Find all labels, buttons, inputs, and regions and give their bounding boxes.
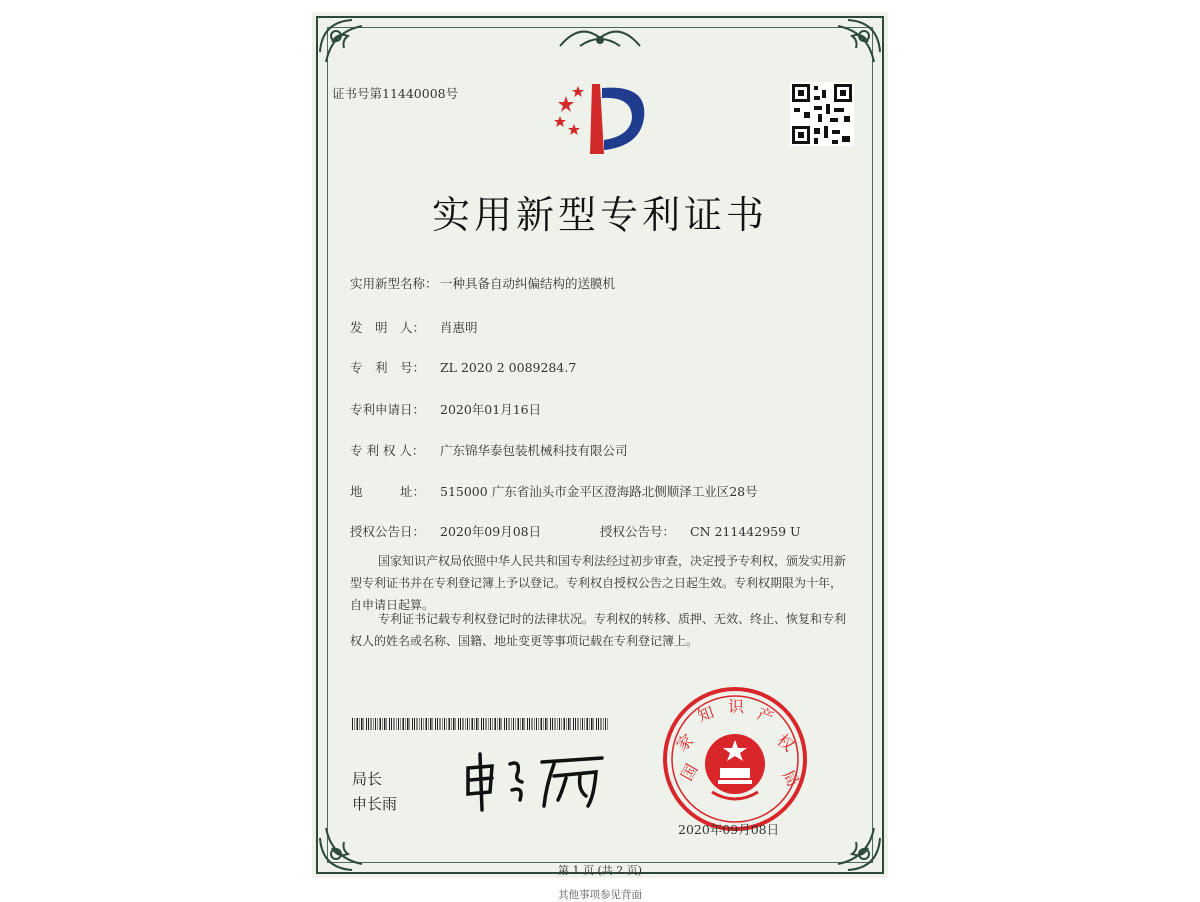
svg-text:知: 知: [694, 702, 717, 726]
certificate-number: 证书号第11440008号: [332, 86, 459, 101]
svg-text:产: 产: [754, 703, 777, 728]
top-center-ornament-icon: [550, 16, 650, 56]
field-value: ZL 2020 2 0089284.7: [440, 360, 577, 375]
field-grant-date: [350, 522, 541, 540]
signature-icon: [462, 746, 612, 816]
field-label: 专利申请日：: [350, 402, 426, 417]
qr-code-icon: [790, 82, 854, 146]
patent-office-logo-icon: [548, 74, 658, 164]
director-title: 局长: [352, 770, 383, 788]
svg-text:国: 国: [677, 760, 702, 784]
field-value: 515000 广东省汕头市金平区澄海路北侧顺泽工业区28号: [440, 484, 758, 499]
field-inventor: [350, 318, 478, 336]
field-label: 实用新型名称：: [350, 276, 438, 291]
field-value: 2020年09月08日: [440, 524, 542, 539]
patent-certificate: [312, 12, 888, 878]
field-filing-date: [350, 400, 541, 418]
svg-text:局: 局: [778, 766, 803, 790]
field-value: 一种具备自动纠偏结构的送膜机: [440, 276, 616, 291]
field-grant-number: [600, 522, 801, 540]
field-label: 专 利 权 人：: [350, 443, 425, 458]
svg-text:家: 家: [672, 730, 697, 756]
director-name: 申长雨: [352, 795, 398, 813]
official-seal-icon: [660, 684, 810, 834]
certificate-paragraph-2: 专利证书记载专利权登记时的法律状况。专利权的转移、质押、无效、终止、恢复和专利权人的姓名或名称、国籍、地址变更等事项记载在专利登记簿上。: [350, 612, 847, 648]
field-value: 肖惠明: [440, 320, 478, 335]
page-indicator: 第 1 页 (共 2 页): [557, 864, 643, 877]
field-utility-model-name: [350, 274, 615, 292]
footer-note: 其他事项参见背面: [558, 889, 642, 901]
field-label: 发 明 人：: [350, 320, 426, 335]
field-patent-number: [350, 358, 576, 376]
field-label: 专 利 号：: [350, 360, 426, 375]
svg-text:权: 权: [773, 730, 798, 756]
certificate-paragraph-1: 国家知识产权局依照中华人民共和国专利法经过初步审查，决定授予专利权，颁发实用新型专利证书并在专利登记簿上予以登记。专利权自授权公告之日起生效。专利权期限为十年，自申请日起算。: [350, 554, 847, 612]
certificate-title: 实用新型专利证书: [431, 193, 768, 237]
field-label: 授权公告日：: [350, 524, 426, 539]
field-address: [350, 482, 758, 500]
field-value: 2020年01月16日: [440, 402, 542, 417]
field-value: 广东锦华泰包装机械科技有限公司: [440, 443, 628, 458]
seal-date: 2020年09月08日: [678, 822, 780, 837]
corner-ornament-icon: [808, 12, 888, 92]
barcode-icon: [352, 718, 608, 730]
field-value: CN 211442959 U: [690, 524, 801, 539]
corner-ornament-icon: [312, 12, 392, 92]
field-label: 地 址：: [350, 484, 426, 499]
field-patent-owner: [350, 441, 628, 459]
svg-text:识: 识: [728, 697, 745, 716]
field-label: 授权公告号：: [600, 524, 676, 539]
